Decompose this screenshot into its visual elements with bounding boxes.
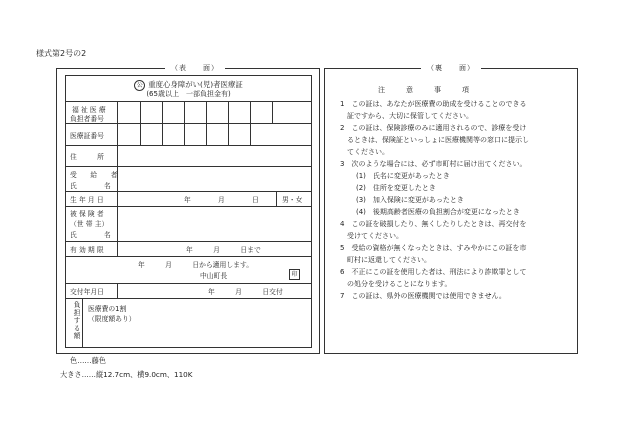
gender-value: 男・女 [282, 196, 303, 204]
public-mark-icon: 公 [134, 80, 145, 91]
valid-label: 有 効 期 限 [66, 242, 118, 256]
recipient-label: 受 給 者 氏 名 [66, 167, 118, 191]
front-form-table [65, 75, 312, 348]
issued-value: 年 月 日交付 [208, 288, 283, 296]
notes-heading: 注 意 事 項 [378, 86, 469, 94]
apply-value: 年 月 日から適用します。 [138, 261, 254, 269]
card-title-text: 重度心身障がい(児)者医療証 [148, 80, 243, 89]
address-label: 住 所 [66, 146, 118, 166]
insured-label: 被 保 険 者 （世 帯 主） 氏 名 [66, 207, 118, 241]
note-line: の処分を受けることになります。 [340, 280, 452, 288]
color-caption: 色……藤色 [70, 356, 106, 365]
burden-value: 医療費の1割 [88, 305, 127, 313]
note-line: るときは、保険証といっしょに医療機関等の窓口に提示し [340, 136, 529, 144]
burden-row [66, 299, 311, 347]
burden-note: （限度額あり） [88, 315, 136, 323]
note-sub-item: (4) 後期高齢者医療の負担割合が変更になったとき [356, 208, 520, 216]
front-side-label: （表 面） [165, 63, 225, 73]
valid-value: 年 月 日まで [186, 246, 261, 254]
note-line: 受けてください。 [340, 232, 403, 240]
note-line: 4 この証を破損したり、無くしたりしたときは、再交付を [340, 220, 527, 228]
dob-value: 年 月 日 [184, 196, 259, 204]
note-line: 1 この証は、あなたが医療費の助成を受けることのできる [340, 100, 527, 108]
certificate-number-row [66, 124, 311, 146]
welfare-number-label: 福 祉 医 療 負担者番号 [66, 102, 118, 123]
note-line: 3 次のような場合には、必ず市町村に届け出てください。 [340, 160, 527, 168]
recipient-row [66, 167, 311, 192]
valid-row [66, 242, 311, 257]
mayor-name: 中山町長 [200, 272, 228, 280]
issued-row [66, 284, 311, 299]
back-side-label: （裏 面） [421, 63, 481, 73]
seal-icon: 印 [289, 269, 300, 280]
issued-label: 交付年月日 [66, 284, 118, 298]
note-sub-item: (3) 加入保険に変更があったとき [356, 196, 464, 204]
note-line: 2 この証は、保険診療のみに適用されるので、診療を受け [340, 124, 527, 132]
note-line: 5 受給の資格が無くなったときは、すみやかにこの証を市 [340, 244, 527, 252]
note-sub-item: (1) 氏名に変更があったとき [356, 172, 450, 180]
note-line: 7 この証は、県外の医療機関では使用できません。 [340, 292, 506, 300]
note-line: てください。 [340, 148, 389, 156]
note-line: 証ですから、大切に保管してください。 [340, 112, 473, 120]
form-number: 様式第2号の2 [36, 49, 87, 58]
insured-row [66, 207, 311, 242]
apply-row [66, 257, 311, 284]
card-subtitle: (65歳以上 一部負担金有) [146, 90, 231, 98]
dob-label: 生 年 月 日 [66, 192, 118, 206]
note-line: 町村に返還してください。 [340, 256, 431, 264]
address-row [66, 146, 311, 167]
welfare-number-row [66, 102, 311, 124]
burden-label: 負担する額 [66, 299, 83, 347]
title-row [66, 76, 311, 102]
certificate-number-label: 医療証番号 [66, 124, 118, 145]
size-caption: 大きさ……縦12.7cm、横9.0cm、110K [60, 370, 193, 379]
note-line: 6 不正にこの証を使用した者は、刑法により詐欺罪として [340, 268, 527, 276]
note-sub-item: (2) 住所を変更したとき [356, 184, 436, 192]
dob-row [66, 192, 311, 207]
